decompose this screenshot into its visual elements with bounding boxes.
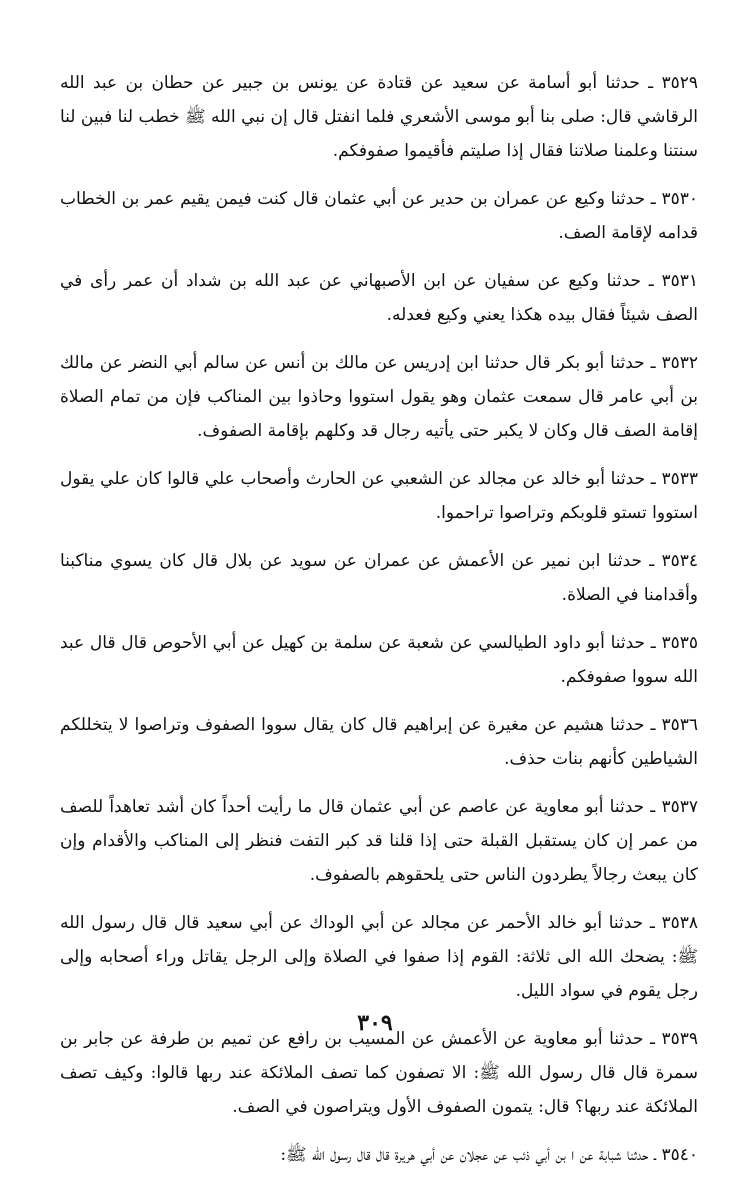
hadith-3539: ٣٥٣٩ ـ حدثنا أبو معاوية عن الأعمش عن المسيب بن رافع عن تميم بن طرفة عن جابر بن سمرة قال قال رسول الله ﷺ: الا تصفون كما تصف الملائكة عند ربها قالوا: وكيف تصف الملائكة عند ربها؟ قال: يتمون الصفوف الأول ويتراصون في الصف. <box>60 1029 698 1117</box>
hadith-3532: ٣٥٣٢ ـ حدثنا أبو بكر قال حدثنا ابن إدريس عن مالك بن أنس عن سالم أبي النضر عن مالك بن أبي عامر قال سمعت عثمان وهو يقول استووا وحاذوا بين المناكب فإن من تمام الصلاة إقامة الصف قال وكان لا يكبر حتى يأتيه رجال قد وكلهم بإقامة الصفوف. <box>60 353 698 441</box>
hadith-3537: ٣٥٣٧ ـ حدثنا أبو معاوية عن عاصم عن أبي عثمان قال ما رأيت أحداً كان أشد تعاهداً للصف من عمر إن كان يستقبل القبلة حتى إذا قلنا قد كبر التفت فنظر إلى المناكب والأقدام وإن كان يبعث رجالاً يطردون الناس حتى يلحقوهم بالصفوف. <box>60 797 698 885</box>
page-number: ٣٠٩ <box>357 1010 393 1036</box>
hadith-3533: ٣٥٣٣ ـ حدثنا أبو خالد عن مجالد عن الشعبي عن الحارث وأصحاب علي قالوا كان علي يقول استووا تستو قلوبكم وتراصوا تراحموا. <box>60 469 698 523</box>
hadith-3540: ٣٥٤٠ ـ حدثنا شبابة عن ا بن أبي ذئب عن عجلان عن أبي هريرة قال قال رسول الله ﷺ: <box>280 1145 698 1165</box>
hadith-3534: ٣٥٣٤ ـ حدثنا ابن نمير عن الأعمش عن عمران عن سويد عن بلال قال كان يسوي مناكبنا وأقدامنا في الصلاة. <box>60 551 698 605</box>
hadith-3530: ٣٥٣٠ ـ حدثنا وكيع عن عمران بن حدير عن أبي عثمان قال كنت فيمن يقيم عمر بن الخطاب قدامه لإقامة الصف. <box>60 189 698 243</box>
hadith-3536: ٣٥٣٦ ـ حدثنا هشيم عن مغيرة عن إبراهيم قال كان يقال سووا الصفوف وتراصوا لا يتخللكم الشياطين كأنهم بنات حذف. <box>60 715 698 769</box>
hadith-3529: ٣٥٢٩ ـ حدثنا أبو أسامة عن سعيد عن قتادة عن يونس بن جبير عن حطان بن عبد الله الرقاشي قال: صلى بنا أبو موسى الأشعري فلما انفتل قال إن نبي الله ﷺ خطب لنا فبين لنا سنتنا وعلمنا صلاتنا فقال إذا صليتم فأقيموا صفوفكم. <box>60 73 698 161</box>
hadith-3531: ٣٥٣١ ـ حدثنا وكيع عن سفيان عن ابن الأصبهاني عن عبد الله بن شداد أن عمر رأى في الصف شيئاً فقال بيده هكذا يعني وكيع فعدله. <box>60 271 698 325</box>
hadith-3535: ٣٥٣٥ ـ حدثنا أبو داود الطيالسي عن شعبة عن سلمة بن كهيل عن أبي الأحوص قال قال عبد الله سووا صفوفكم. <box>60 633 698 687</box>
hadith-3538: ٣٥٣٨ ـ حدثنا أبو خالد الأحمر عن مجالد عن أبي الوداك عن أبي سعيد قال قال رسول الله ﷺ: يضحك الله الى ثلاثة: القوم إذا صفوا في الصلاة وإلى الرجل يقاتل وراء أصحابه وإلى رجل يقوم في سواد الليل. <box>60 913 698 1001</box>
